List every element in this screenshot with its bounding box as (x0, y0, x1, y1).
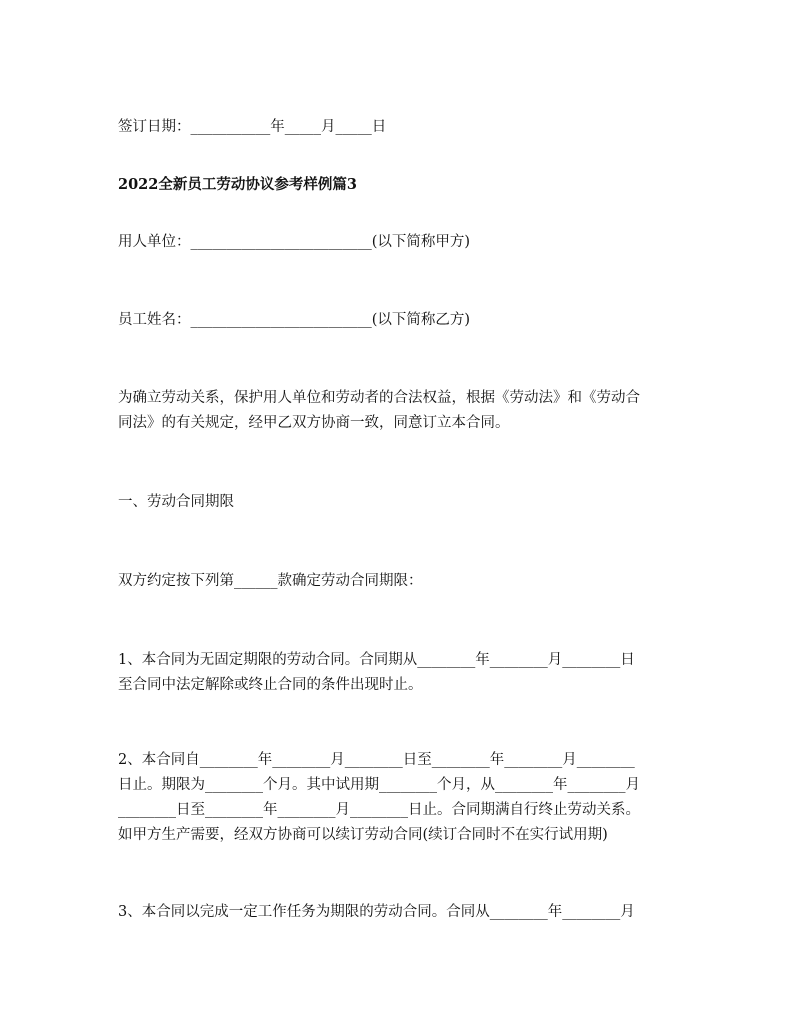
intro-paragraph-line: 为确立劳动关系，保护用人单位和劳动者的合法权益，根据《劳动法》和《劳动合 (118, 390, 640, 406)
section-heading: 一、劳动合同期限 (118, 494, 234, 510)
intro-paragraph-line: 同法》的有关规定，经甲乙双方协商一致，同意订立本合同。 (118, 415, 510, 431)
employee-line: 员工姓名：_________________________(以下简称乙方) (118, 312, 471, 328)
employer-line: 用人单位：_________________________(以下简称甲方) (118, 234, 471, 250)
clause-2-line: 日止。期限为________个月。其中试用期________个月，从________年________月 (118, 777, 640, 793)
document-title: 2022全新员工劳动协议参考样例篇3 (118, 176, 357, 193)
term-choice-line: 双方约定按下列第______款确定劳动合同期限： (118, 573, 423, 589)
clause-3-line: 3、本合同以完成一定工作任务为期限的劳动合同。合同从________年________月 (118, 904, 635, 920)
clause-2-line: 2、本合同自________年________月________日至________年________月________ (118, 752, 635, 768)
signing-date-line: 签订日期：___________年_____月_____日 (118, 119, 387, 135)
clause-1-line: 1、本合同为无固定期限的劳动合同。合同期从________年________月________日 (118, 652, 635, 668)
clause-1-line: 至合同中法定解除或终止合同的条件出现时止。 (118, 677, 423, 693)
clause-2-line: ________日至________年________月________日止。合同期满自行终止劳动关系。 (118, 802, 640, 818)
clause-2-line: 如甲方生产需要，经双方协商可以续订劳动合同(续订合同时不在实行试用期) (118, 827, 608, 843)
